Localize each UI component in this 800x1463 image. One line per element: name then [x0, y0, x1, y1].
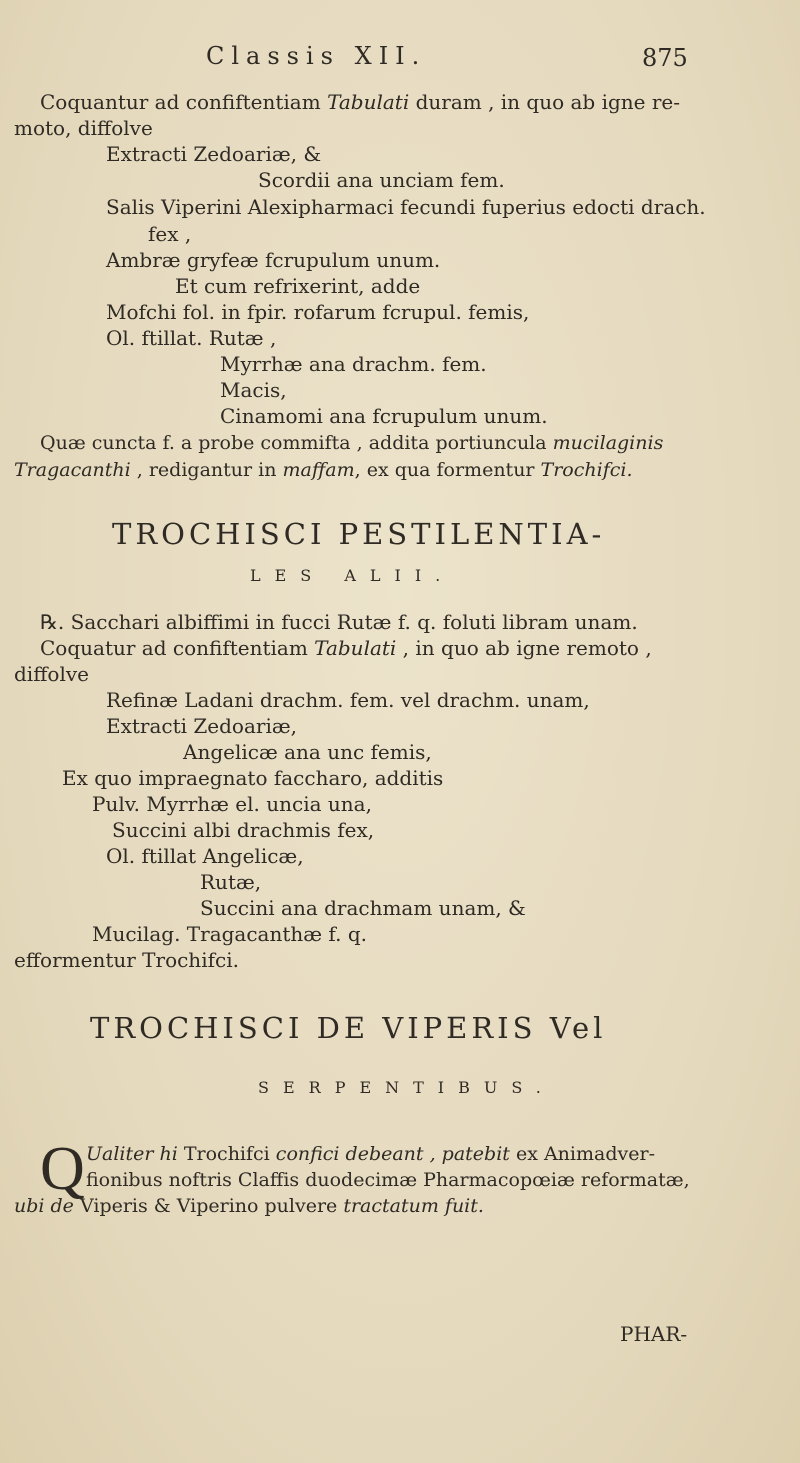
text-line: efformentur Trochifci. — [14, 948, 239, 972]
section-subtitle: LES ALII. — [250, 566, 455, 585]
drop-cap: Q — [40, 1135, 85, 1203]
text-line: Rutæ, — [200, 870, 262, 894]
page-number: 875 — [642, 44, 688, 72]
text-line: Mofchi fol. in fpir. rofarum fcrupul. femis, — [106, 300, 530, 324]
text-line: Ol. ftillat. Rutæ , — [106, 326, 277, 350]
text-line: Quæ cuncta f. a probe commifta , addita portiuncula mucilaginis — [40, 432, 664, 454]
text-line: Extracti Zedoariæ, & — [106, 142, 322, 166]
text-line: diffolve — [14, 662, 89, 686]
text-line: Ualiter hi Trochifci confici debeant , patebit ex Animadver- — [86, 1143, 655, 1165]
text-line: Extracti Zedoariæ, — [106, 714, 298, 738]
text-line: ubi de Viperis & Viperino pulvere tractatum fuit. — [14, 1195, 484, 1217]
text-line: Scordii ana unciam fem. — [258, 168, 505, 192]
section-title: TROCHISCI PESTILENTIA- — [112, 517, 606, 551]
text-line: fex , — [148, 222, 192, 246]
text-line: Ol. ftillat Angelicæ, — [106, 844, 304, 868]
section-subtitle: SERPENTIBUS. — [258, 1078, 555, 1097]
text-line: Myrrhæ ana drachm. fem. — [220, 352, 487, 376]
text-line: Ex quo impraegnato faccharo, additis — [62, 766, 444, 790]
text-line: fionibus noftris Claffis duodecimæ Pharmacopœiæ reformatæ, — [86, 1169, 690, 1191]
text-line: Coquantur ad confiftentiam Tabulati duram , in quo ab igne re- — [40, 90, 681, 114]
text-line: Succini ana drachmam unam, & — [200, 896, 526, 920]
text-line: moto, diffolve — [14, 116, 153, 140]
text-line: Pulv. Myrrhæ el. uncia una, — [92, 792, 372, 816]
text-line: Salis Viperini Alexipharmaci fecundi fuperius edocti drach. — [106, 195, 706, 219]
text-line: Ambræ gryfeæ fcrupulum unum. — [106, 248, 441, 272]
text-line: Cinamomi ana fcrupulum unum. — [220, 404, 548, 428]
running-header: Classis XII. — [206, 42, 427, 70]
section-title: TROCHISCI DE VIPERIS Vel — [90, 1011, 607, 1045]
text-line: Refinæ Ladani drachm. fem. vel drachm. unam, — [106, 688, 590, 712]
text-line: Macis, — [220, 378, 287, 402]
text-line: Et cum refrixerint, adde — [175, 274, 421, 298]
text-line: Angelicæ ana unc femis, — [183, 740, 432, 764]
catchword: PHAR- — [620, 1322, 688, 1346]
text-line: Succini albi drachmis fex, — [112, 818, 375, 842]
text-line: Coquatur ad confiftentiam Tabulati , in quo ab igne remoto , — [40, 636, 652, 660]
text-line: Mucilag. Tragacanthæ f. q. — [92, 922, 367, 946]
text-line: Tragacanthi , redigantur in maffam, ex qua formentur Trochifci. — [14, 459, 633, 481]
text-line: ℞. Sacchari albiffimi in fucci Rutæ f. q. foluti libram unam. — [40, 610, 638, 634]
